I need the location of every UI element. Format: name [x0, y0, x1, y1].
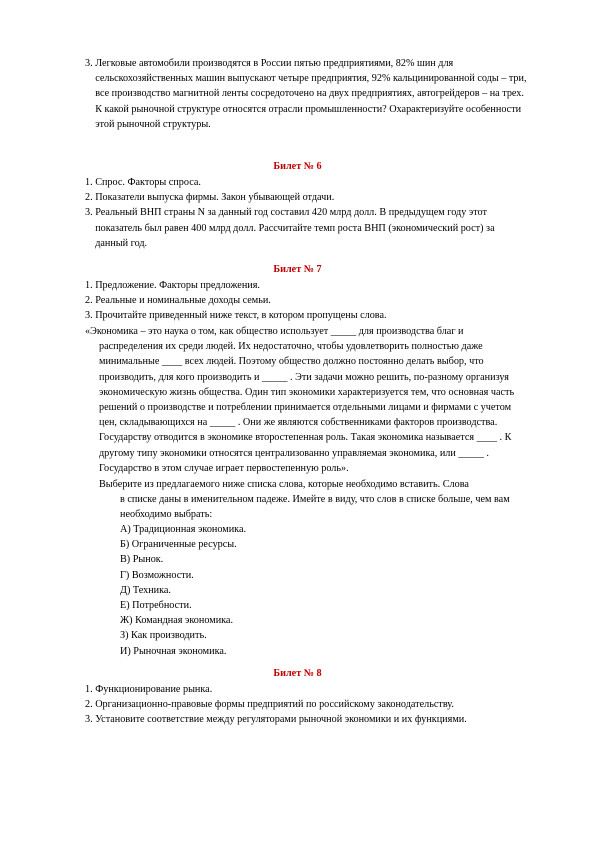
option-item: Б) Ограниченные ресурсы. — [120, 539, 237, 551]
ticket-8-title: Билет № 8 — [273, 668, 322, 679]
option-item: И) Рыночная экономика. — [120, 645, 227, 657]
item-number: 1. — [85, 280, 93, 291]
ticket-6-list — [85, 175, 527, 251]
item-number: 3. — [85, 58, 93, 69]
ticket-6-title: Билет № 6 — [273, 161, 322, 172]
item-text: Реальные и номинальные доходы семьи. — [95, 295, 271, 307]
ticket-8-list — [85, 682, 527, 728]
instructions-body: в списке даны в именительном падеже. Имейте в виду, что слов в списке больше, чем вам необходимо выбрать: — [120, 494, 510, 521]
item-number: 2. — [85, 192, 93, 204]
list-item — [85, 682, 527, 697]
item-text: Установите соответствие между регуляторами рыночной экономики и их функциями. — [95, 714, 467, 726]
instructions — [99, 477, 527, 523]
item-number: 3. — [85, 714, 93, 726]
option-item: В) Рынок. — [120, 554, 164, 566]
list-item — [85, 205, 527, 251]
option-item: Д) Техника. — [120, 584, 171, 596]
list-item — [85, 293, 527, 308]
item-text: Предложение. Факторы предложения. — [95, 280, 260, 291]
option-item: А) Традиционная экономика. — [120, 524, 247, 535]
item-text: Спрос. Факторы спроса. — [95, 177, 201, 188]
item-number: 1. — [85, 684, 93, 695]
ticket-7-list — [85, 278, 527, 324]
item-number: 1. — [85, 177, 93, 188]
list-item — [85, 190, 527, 205]
item-number: 3. — [85, 207, 93, 219]
word-options — [120, 522, 520, 659]
top-question — [85, 56, 527, 132]
instructions-first-line: Выберите из предлагаемого ниже списка слова, которые необходимо вставить. Слова — [99, 479, 469, 490]
fill-in-text — [85, 324, 527, 476]
option-item: З) Как производить. — [120, 630, 207, 642]
item-text: Функционирование рынка. — [95, 684, 213, 695]
list-item — [85, 278, 527, 293]
option-item: Ж) Командная экономика. — [120, 615, 234, 627]
fill-in-text-first-line: «Экономика – это наука о том, как общество использует _____ для производства благ и — [85, 326, 464, 337]
list-item — [85, 175, 527, 190]
option-item: Г) Возможности. — [120, 569, 194, 581]
item-text: Легковые автомобили производятся в России пятью предприятиями, 82% шин для сельскохозяйственных машин выпускают четыре предприятия, 92% кальцинированной соды – три, все производство магнитной ленты сосредоточено на двух предприятиях, автогрейдеров – на трех. К какой рыночной структуре относятся отрасли промышленности? Охарактеризуйте особенности этой рыночной структуры. — [95, 58, 527, 130]
item-number: 3. — [85, 310, 93, 322]
option-item: Е) Потребности. — [120, 599, 192, 611]
list-item — [85, 308, 527, 323]
item-text: Показатели выпуска фирмы. Закон убывающей отдачи. — [95, 192, 335, 204]
item-number: 2. — [85, 699, 93, 711]
list-item — [85, 56, 527, 132]
list-item — [85, 697, 527, 712]
item-text: Организационно-правовые формы предприятий по российскому законодательству. — [95, 699, 454, 711]
item-text: Прочитайте приведенный ниже текст, в котором пропущены слова. — [95, 310, 387, 322]
list-item — [85, 712, 527, 727]
ticket-7-title: Билет № 7 — [273, 264, 322, 275]
item-text: Реальный ВНП страны N за данный год составил 420 млрд долл. В предыдущем году этот показатель был равен 400 млрд долл. Рассчитайте темп роста ВНП (экономический рост) за данный год. — [95, 207, 495, 249]
fill-in-text-body: распределения их среди людей. Их недостаточно, чтобы удовлетворить полностью даже минимальные ____ всех людей. Поэтому общество должно постоянно делать выбор, что производить, для кого производить и _____ . Эти задачи можно решить, по-разному организуя экономическую жизнь общества. Один тип экономики характеризуется тем, что основная часть решений о производстве и потреблении принимается отдельными лицами и фирмами с учетом цен, складывающихся на _____ . Они же являются собственниками факторов производства. Государству отводится в экономике второстепенная роль. Такая экономика называется ____ . К другому типу экономики относятся централизованно управляемая экономика, или _____ . Государство в этом случае играет первостепенную роль». — [99, 341, 515, 474]
item-number: 2. — [85, 295, 93, 307]
